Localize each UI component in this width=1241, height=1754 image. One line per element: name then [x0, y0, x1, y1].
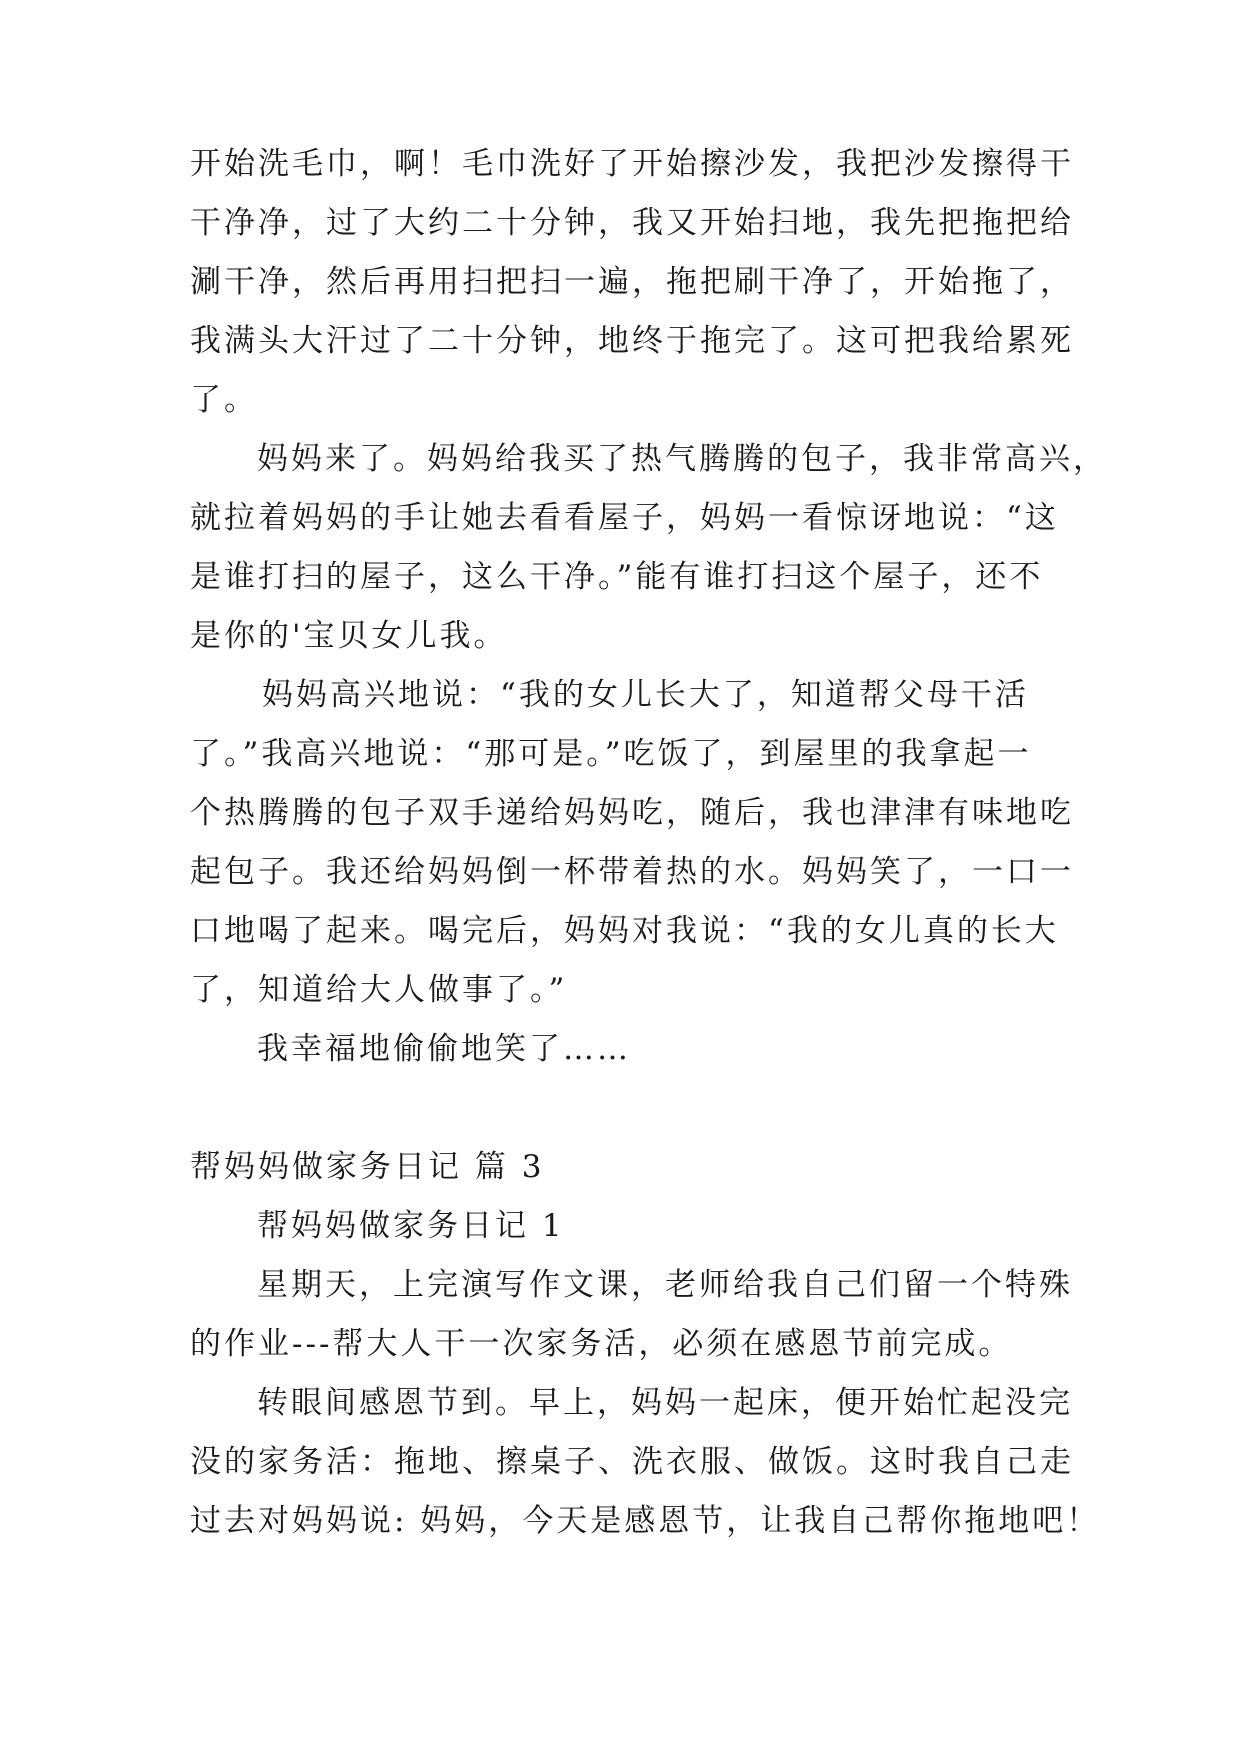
paragraph-line: 起包子。我还给妈妈倒一杯带着热的水。妈妈笑了，一口一 [190, 854, 1074, 890]
paragraph-line: 妈妈高兴地说：“我的女儿长大了，知道帮父母干活 [262, 677, 1029, 713]
paragraph-line: 个热腾腾的包子双手递给妈妈吃，随后，我也津津有味地吃 [190, 795, 1074, 831]
paragraph-line: 是你的'宝贝女儿我。 [190, 618, 508, 654]
paragraph-line: 我幸福地偷偷地笑了…… [257, 1031, 631, 1067]
paragraph-line: 我满头大汗过了二十分钟，地终于拖完了。这可把我给累死 [190, 323, 1074, 359]
paragraph-line: 开始洗毛巾，啊！毛巾洗好了开始擦沙发，我把沙发擦得干 [190, 146, 1074, 182]
section-heading: 帮妈妈做家务日记 篇 3 [190, 1149, 545, 1185]
paragraph-line: 的作业---帮大人干一次家务活，必须在感恩节前完成。 [190, 1326, 1013, 1362]
paragraph-line: 是谁打扫的屋子，这么干净。”能有谁打扫这个屋子，还不 [190, 559, 1044, 595]
paragraph-line: 星期天，上完演写作文课，老师给我自己们留一个特殊 [257, 1267, 1073, 1303]
subsection-heading: 帮妈妈做家务日记 1 [257, 1208, 565, 1244]
paragraph-line: 口地喝了起来。喝完后，妈妈对我说：“我的女儿真的长大 [190, 913, 1059, 949]
paragraph-line: 了，知道给大人做事了。” [190, 972, 568, 1008]
paragraph-line: 干净净，过了大约二十分钟，我又开始扫地，我先把拖把给 [190, 205, 1074, 241]
paragraph-line: 涮干净，然后再用扫把扫一遍，拖把刷干净了，开始拖了， [190, 264, 1074, 300]
paragraph-line: 了。”我高兴地说：“那可是。”吃饭了，到屋里的我拿起一 [190, 736, 1032, 772]
paragraph-line: 转眼间感恩节到。早上，妈妈一起床，便开始忙起没完 [257, 1385, 1073, 1421]
paragraph-line: 就拉着妈妈的手让她去看看屋子，妈妈一看惊讶地说：“这 [190, 500, 1059, 536]
paragraph-line: 了。 [190, 382, 258, 418]
paragraph-line: 妈妈来了。妈妈给我买了热气腾腾的包子，我非常高兴， [257, 441, 1107, 477]
paragraph-line: 过去对妈妈说: 妈妈，今天是感恩节，让我自己帮你拖地吧！ [190, 1503, 1101, 1539]
paragraph-line: 没的家务活：拖地、擦桌子、洗衣服、做饭。这时我自己走 [190, 1444, 1074, 1480]
